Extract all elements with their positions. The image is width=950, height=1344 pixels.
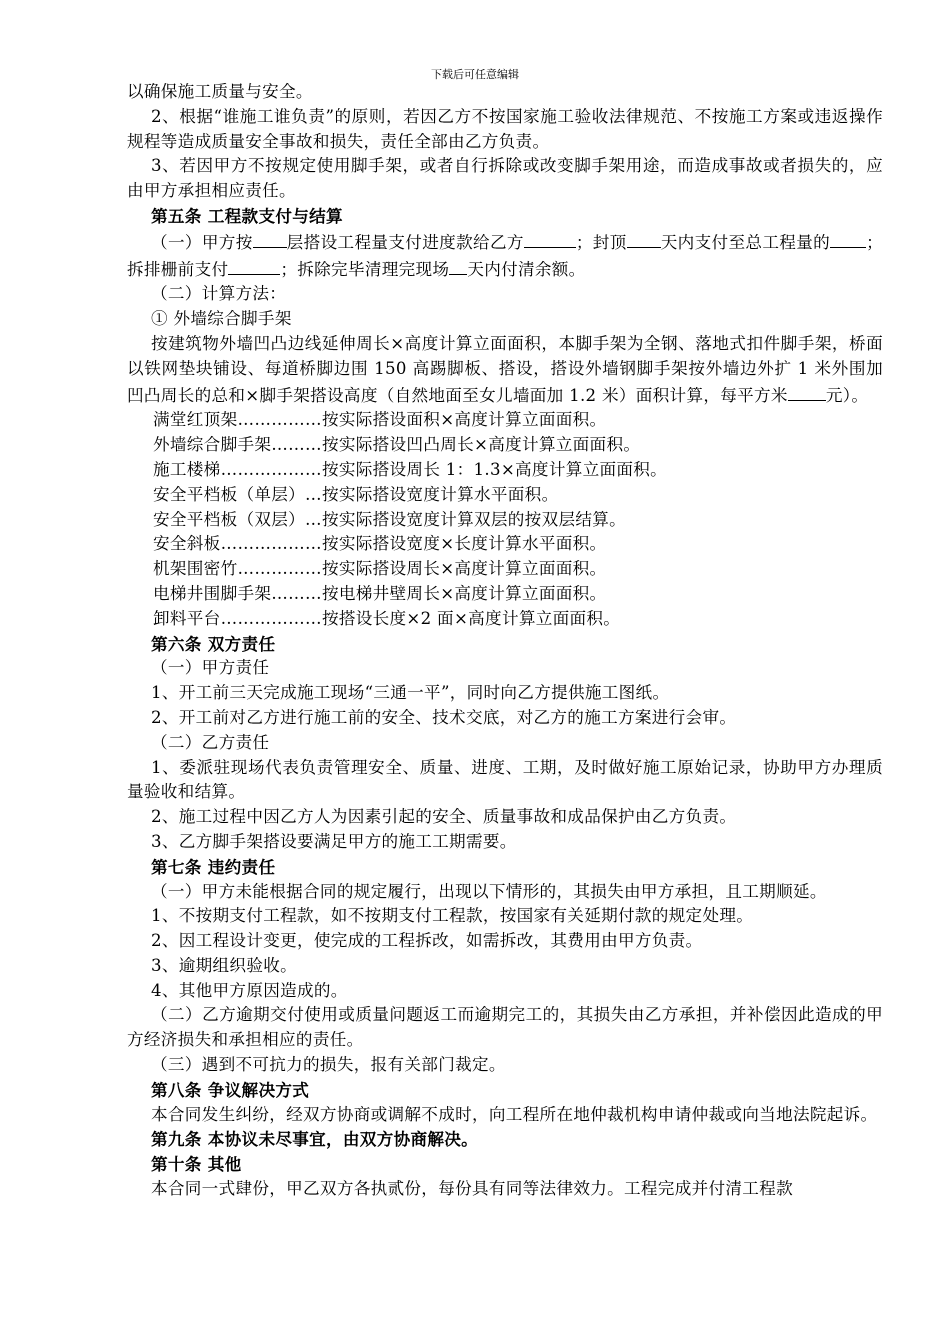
calc-rule-name: 施工楼梯 [153, 459, 221, 479]
calc-rule-leader: ……………… [220, 459, 322, 479]
calc-rule-row [127, 433, 883, 458]
calc-rule-name: 安全斜板 [153, 534, 221, 554]
calc-rule-row [127, 408, 883, 433]
party-b-duty-2: 2、施工过程中因乙方人为因素引起的安全、质量事故和成品保护由乙方负责。 [151, 807, 737, 827]
blank-unit-price [788, 382, 826, 401]
calc-rule-desc: 按实际搭设周长 1：1.3×高度计算立面面积。 [321, 459, 668, 479]
payment-text-3: ；封顶 [575, 232, 627, 252]
calc-rule-row [127, 557, 883, 582]
article-10-title: 第十条 其他 [151, 1154, 242, 1175]
calc-description [127, 332, 883, 408]
paragraph-continuation: 以确保施工质量与安全。 [127, 82, 313, 101]
calc-rule-leader: ……… [271, 583, 322, 603]
calc-rule-name: 安全平档板（双层） [153, 509, 306, 529]
party-b-duty-3: 3、乙方脚手架搭设要满足甲方的施工工期需要。 [151, 831, 517, 851]
party-a-heading: （一）甲方责任 [151, 658, 270, 678]
calc-rule-desc: 按搭设长度×2 面×高度计算立面面积。 [321, 608, 621, 628]
payment-text-6: ；拆除完毕清理完现场 [280, 259, 450, 279]
breach-item-1: 1、不按期支付工程款，如不按期支付工程款，按国家有关延期付款的规定处理。 [151, 906, 754, 926]
calc-rule-leader: …………… [237, 410, 322, 430]
article-5-title: 第五条 工程款支付与结算 [151, 205, 343, 226]
article-9-title: 第九条 本协议未尽事宜，由双方协商解决。 [151, 1129, 479, 1150]
calc-rule-leader: … [305, 509, 322, 529]
calc-rule-name: 卸料平台 [153, 608, 221, 628]
article-7-title: 第七条 违约责任 [151, 856, 276, 877]
calc-rule-desc: 按实际搭设宽度计算水平面积。 [321, 484, 559, 504]
calc-description-end: 元）。 [825, 385, 869, 405]
payment-text-7: 天内付清余额。 [467, 259, 586, 279]
blank-balance-days [449, 256, 467, 275]
breach-item-4: 4、其他甲方原因造成的。 [151, 980, 348, 1000]
blank-before-removal [228, 256, 280, 275]
blank-progress-payment [524, 229, 576, 248]
calc-rule-row [127, 458, 883, 483]
party-a-duty-1: 1、开工前三天完成施工现场“三通一平”，同时向乙方提供施工图纸。 [151, 683, 670, 703]
calc-rule-desc: 按实际搭设宽度计算双层的按双层结算。 [321, 509, 627, 529]
paragraph-clause-2: 2、根据“谁施工谁负责”的原则，若因乙方不按国家施工验收法律规范、不按施工方案或违返操作规程等造成质量安全事故和损失，责任全部由乙方负责。 [127, 106, 883, 151]
payment-text-1: （一）甲方按 [151, 232, 253, 252]
calc-rule-desc: 按实际搭设凹凸周长×高度计算立面面积。 [321, 435, 641, 455]
calc-rule-leader: … [305, 484, 322, 504]
calc-rule-name: 满堂红顶架 [153, 410, 238, 430]
calc-method-heading: （二）计算方法： [151, 284, 287, 304]
calc-rule-desc: 按电梯井壁周长×高度计算立面面积。 [321, 583, 607, 603]
breach-item-2: 2、因工程设计变更，使完成的工程拆改，如需拆改，其费用由甲方负责。 [151, 931, 703, 951]
breach-force-majeure: （三）遇到不可抗力的损失，报有关部门裁定。 [151, 1055, 506, 1075]
calc-rule-row [127, 483, 883, 508]
blank-total-ratio [830, 229, 866, 248]
article-5-payment-terms [127, 229, 883, 283]
breach-item-3: 3、逾期组织验收。 [151, 955, 298, 975]
calc-rule-leader: ……………… [220, 608, 322, 628]
document-body [127, 80, 883, 1202]
calc-item-heading: ① 外墙综合脚手架 [151, 309, 292, 329]
blank-topping-days [627, 229, 661, 248]
calc-rule-leader: ……………… [220, 534, 322, 554]
calc-rule-name: 电梯井围脚手架 [153, 583, 272, 603]
calc-rule-leader: …………… [237, 559, 322, 579]
calc-rule-desc: 按实际搭设宽度×长度计算水平面积。 [321, 534, 607, 554]
blank-floors [253, 229, 287, 248]
calc-rules-list [127, 408, 883, 631]
breach-party-a: （一）甲方未能根据合同的规定履行，出现以下情形的，其损失由甲方承担，且工期顺延。 [151, 881, 827, 901]
party-b-heading: （二）乙方责任 [151, 732, 270, 752]
party-b-duty-1: 1、委派驻现场代表负责管理安全、质量、进度、工期，及时做好施工原始记录，协助甲方办理质量验收和结算。 [127, 757, 883, 802]
calc-rule-name: 机架围密竹 [153, 559, 238, 579]
calc-rule-row [127, 582, 883, 607]
calc-rule-row [127, 508, 883, 533]
paragraph-clause-3: 3、若因甲方不按规定使用脚手架，或者自行拆除或改变脚手架用途，而造成事故或者损失的，应由甲方承担相应责任。 [127, 156, 883, 201]
payment-text-5: ；拆排栅前支付 [127, 232, 884, 279]
dispute-resolution-text: 本合同发生纠纷，经双方协商或调解不成时，向工程所在地仲裁机构申请仲裁或向当地法院起诉。 [151, 1104, 878, 1124]
calc-rule-desc: 按实际搭设周长×高度计算立面面积。 [321, 559, 607, 579]
calc-rule-desc: 按实际搭设面积×高度计算立面面积。 [321, 410, 607, 430]
calc-rule-row [127, 607, 883, 632]
breach-party-b: （二）乙方逾期交付使用或质量问题返工而逾期完工的，其损失由乙方承担，并补偿因此造成的甲方经济损失和承担相应的责任。 [127, 1005, 883, 1050]
page-header: 下载后可任意编辑 [431, 68, 519, 81]
payment-text-4: 天内支付至总工程量的 [660, 232, 831, 252]
calc-description-text: 按建筑物外墙凹凸边线延伸周长×高度计算立面面积，本脚手架为全钢、落地式扣件脚手架，桥面以铁网垫块铺设、每道桥脚边围 150 高踢脚板、搭设，搭设外墙钢脚手架按外墙边外扩 1 米外围加凹凸周长的总和×脚手架搭设高度（自然地面至女儿墙面加 1.2 米）面积计算，每平方米 [127, 333, 883, 405]
article-8-title: 第八条 争议解决方式 [151, 1079, 310, 1100]
other-provisions-text: 本合同一式肆份，甲乙双方各执贰份，每份具有同等法律效力。工程完成并付清工程款 [151, 1179, 793, 1199]
calc-rule-name: 外墙综合脚手架 [153, 435, 272, 455]
payment-text-2: 层搭设工程量支付进度款给乙方 [286, 232, 524, 252]
article-6-title: 第六条 双方责任 [151, 633, 276, 654]
calc-rule-name: 安全平档板（单层） [153, 484, 306, 504]
party-a-duty-2: 2、开工前对乙方进行施工前的安全、技术交底，对乙方的施工方案进行会审。 [151, 707, 737, 727]
calc-rule-row [127, 532, 883, 557]
calc-rule-leader: ……… [271, 435, 322, 455]
